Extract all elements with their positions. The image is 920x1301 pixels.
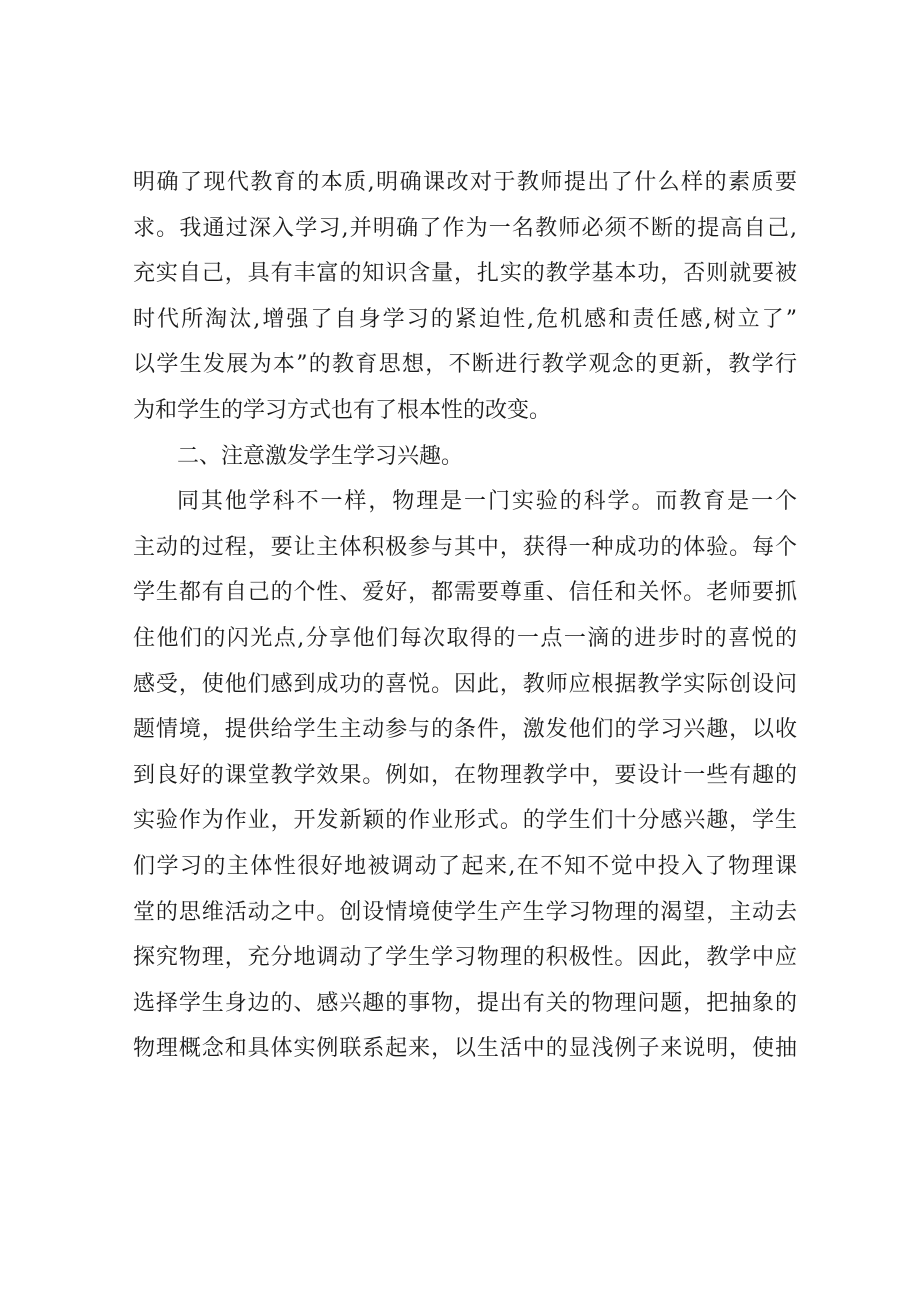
text-line: 物理概念和具体实例联系起来，以生活中的显浅例子来说明，使抽 <box>133 1036 797 1062</box>
section-heading: 二、注意激发学生学习兴趣。 <box>177 443 464 469</box>
text-line: 到良好的课堂教学效果。例如，在物理教学中，要设计一些有趣的 <box>133 762 797 788</box>
text-line: 选择学生身边的、感兴趣的事物，提出有关的物理问题，把抽象的 <box>133 990 797 1016</box>
text-line: 住他们的闪光点,分享他们每次取得的一点一滴的进步时的喜悦的 <box>133 625 797 651</box>
text-line: 感受，使他们感到成功的喜悦。因此，教师应根据教学实际创设问 <box>133 671 797 697</box>
text-line: 明确了现代教育的本质,明确课改对于教师提出了什么样的素质要 <box>133 170 797 195</box>
text-line: 学生都有自己的个性、爱好，都需要尊重、信任和关怀。老师要抓 <box>133 580 797 606</box>
text-line: 主动的过程，要让主体积极参与其中，获得一种成功的体验。每个 <box>133 534 797 560</box>
body-text <box>133 160 797 1072</box>
text-line: 们学习的主体性很好地被调动了起来,在不知不觉中投入了物理课 <box>133 853 797 879</box>
text-line: 时代所淘汰,增强了自身学习的紧迫性,危机感和责任感,树立了” <box>133 306 797 332</box>
text-line: 以学生发展为本”的教育思想，不断进行教学观念的更新，教学行 <box>133 352 797 378</box>
text-line: 求。我通过深入学习,并明确了作为一名教师必须不断的提高自己, <box>133 215 797 241</box>
text-line: 充实自己，具有丰富的知识含量，扎实的教学基本功，否则就要被 <box>133 261 797 287</box>
text-line: 为和学生的学习方式也有了根本性的改变。 <box>133 397 552 423</box>
text-line: 同其他学科不一样，物理是一门实验的科学。而教育是一个 <box>177 489 797 515</box>
text-line: 实验作为作业，开发新颖的作业形式。的学生们十分感兴趣，学生 <box>133 808 797 834</box>
text-line: 堂的思维活动之中。创设情境使学生产生学习物理的渴望，主动去 <box>133 899 797 925</box>
text-line: 探究物理，充分地调动了学生学习物理的积极性。因此，教学中应 <box>133 945 797 971</box>
text-line: 题情境，提供给学生主动参与的条件，激发他们的学习兴趣，以收 <box>133 717 797 743</box>
